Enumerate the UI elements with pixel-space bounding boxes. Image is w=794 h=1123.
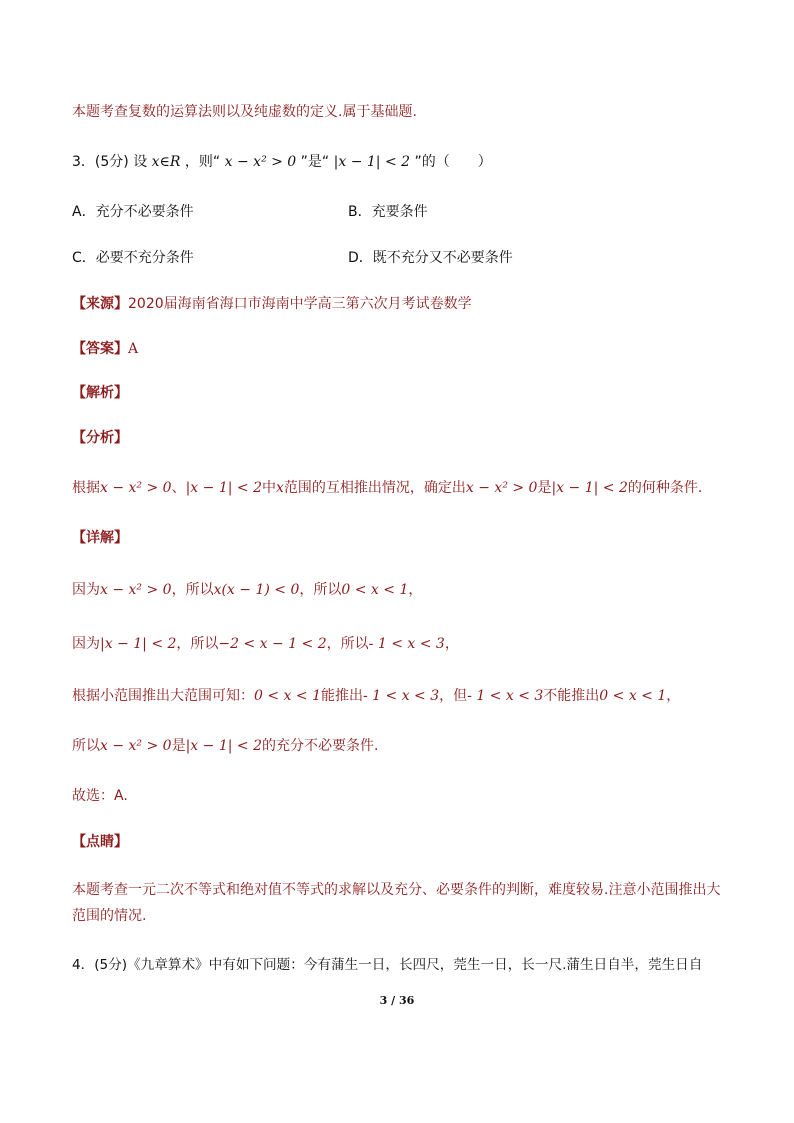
detail-line-5: 故选：A. bbox=[72, 788, 128, 804]
detail-line-4 bbox=[72, 736, 378, 756]
math-run: x(x − 1) < 0 bbox=[213, 582, 300, 598]
math-run: x − x² > 0 bbox=[100, 738, 172, 754]
analysis-tag: 【解析】 bbox=[72, 385, 128, 401]
text-run: ，所以 bbox=[176, 636, 219, 652]
math-run: 0 < x < 1 bbox=[599, 688, 667, 704]
q3-stem-text: 3．(5分) 设 bbox=[72, 154, 148, 170]
fenxi-text bbox=[72, 478, 702, 498]
option-d: D．既不充分又不必要条件 bbox=[348, 250, 513, 266]
text-run: 不能推出 bbox=[543, 688, 600, 704]
text-run: 是 bbox=[537, 480, 552, 496]
comment-tag: 【点睛】 bbox=[72, 834, 128, 850]
math-run: - 1 < x < 3 bbox=[467, 688, 544, 704]
page-number: 3 / 36 bbox=[379, 994, 415, 1007]
math-run: |x − 1| < 2 bbox=[185, 480, 262, 496]
text-run: 的充分不必要条件. bbox=[261, 738, 379, 754]
source-line bbox=[72, 294, 472, 314]
text-run: ，所以 bbox=[299, 582, 342, 598]
text-run: ， bbox=[666, 688, 681, 704]
question-4-stem: 4．(5分)《九章算术》中有如下问题：今有蒲生一日，长四尺，莞生一日，长一尺.蒲生日自半，莞生日自 bbox=[72, 957, 703, 973]
option-b: B．充要条件 bbox=[348, 204, 428, 220]
text-run: 能推出 bbox=[320, 688, 363, 704]
math-run: - 1 < x < 3 bbox=[362, 688, 440, 704]
text-run: ，所以 bbox=[326, 636, 369, 652]
text-run: 是 bbox=[171, 738, 186, 754]
answer-tag: 【答案】 bbox=[72, 341, 128, 357]
prev-summary: 本题考查复数的运算法则以及纯虚数的定义.属于基础题. bbox=[72, 104, 417, 120]
math-run: x − x² > 0 bbox=[465, 480, 538, 496]
math-run: |x − 1| < 2 bbox=[551, 480, 628, 496]
source-text: 2020届海南省海口市海南中学高三第六次月考试卷数学 bbox=[128, 296, 472, 312]
option-c: C．必要不充分条件 bbox=[72, 250, 194, 266]
text-run: 根据 bbox=[72, 480, 100, 496]
text-run: 因为 bbox=[72, 582, 100, 598]
math-run: 0 < x < 1 bbox=[254, 688, 321, 704]
q3-stem-text: ”是“ bbox=[300, 154, 330, 170]
answer-line bbox=[72, 339, 138, 359]
text-run: ，所以 bbox=[171, 582, 214, 598]
math-run: x bbox=[275, 480, 284, 496]
math-run: |x − 1| < 2 bbox=[185, 738, 262, 754]
text-run: 根据小范围推出大范围可知： bbox=[72, 688, 254, 704]
math-run: |x − 1| < 2 bbox=[100, 636, 177, 652]
math-run: 0 < x < 1 bbox=[341, 582, 409, 598]
detail-tag: 【详解】 bbox=[72, 530, 128, 546]
q3-condition-1: x − x² > 0 bbox=[224, 154, 297, 170]
q3-x-in-r: x∈R bbox=[151, 154, 181, 170]
text-run: 的何种条件. bbox=[627, 480, 703, 496]
source-tag: 【来源】 bbox=[72, 296, 128, 312]
comment-line-1: 本题考查一元二次不等式和绝对值不等式的求解以及充分、必要条件的判断，难度较易.注意小范围推出大 bbox=[72, 882, 721, 898]
text-run: 范围的互相推出情况，确定出 bbox=[283, 480, 466, 496]
question-3-stem bbox=[72, 152, 492, 172]
text-run: ， bbox=[444, 636, 459, 652]
detail-line-2 bbox=[72, 634, 459, 654]
q3-condition-2: |x − 1| < 2 bbox=[333, 154, 411, 170]
q3-options-row-2 bbox=[72, 248, 194, 268]
math-run: x − x² > 0 bbox=[100, 480, 172, 496]
q3-stem-text: ”的（ ） bbox=[414, 154, 492, 170]
comment-line-2: 范围的情况. bbox=[72, 908, 147, 924]
text-run: ， bbox=[408, 582, 423, 598]
detail-line-3 bbox=[72, 686, 680, 706]
math-run: x − x² > 0 bbox=[100, 582, 172, 598]
math-run: - 1 < x < 3 bbox=[368, 636, 445, 652]
text-run: 因为 bbox=[72, 636, 100, 652]
q3-stem-text: ，则“ bbox=[184, 154, 221, 170]
text-run: ，但 bbox=[439, 688, 468, 704]
q3-options-row-1 bbox=[72, 202, 194, 222]
text-run: 所以 bbox=[72, 738, 100, 754]
answer-text: A bbox=[128, 341, 139, 357]
option-a: A．充分不必要条件 bbox=[72, 204, 194, 220]
fenxi-tag: 【分析】 bbox=[72, 430, 128, 446]
text-run: 、 bbox=[171, 480, 186, 496]
math-run: −2 < x − 1 < 2 bbox=[218, 636, 327, 652]
text-run: 中 bbox=[261, 480, 276, 496]
detail-line-1 bbox=[72, 580, 422, 600]
